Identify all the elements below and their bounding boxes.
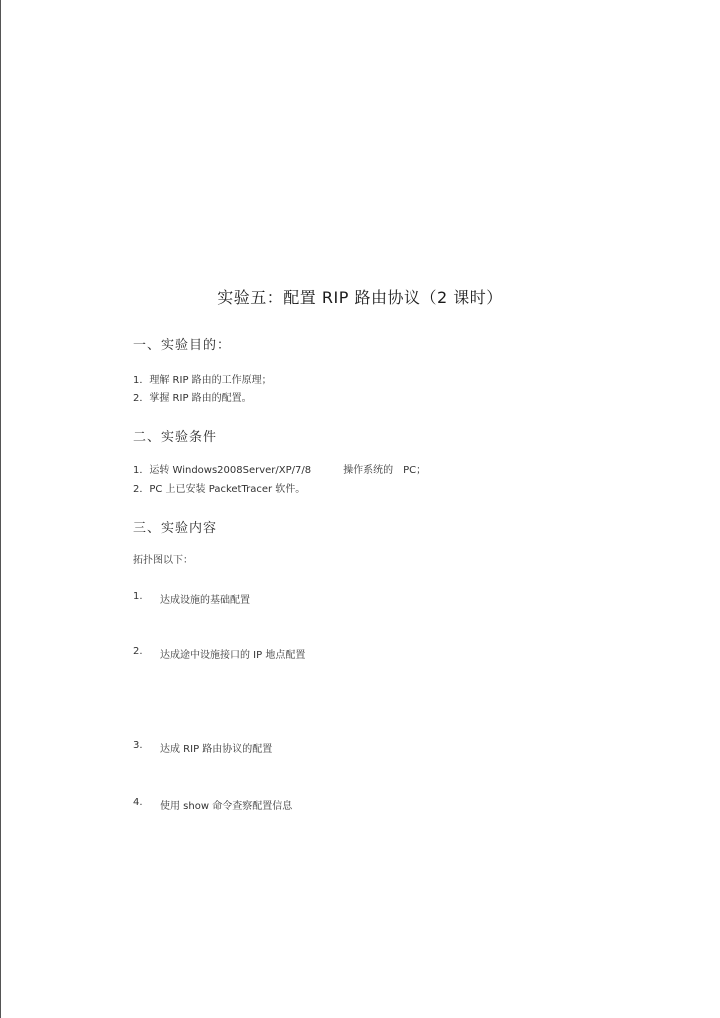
condition-item — [133, 461, 426, 476]
objective-item: 1．理解 RIP 路由的工作原理； — [133, 375, 272, 386]
step-number: 3. — [133, 740, 143, 751]
condition-item-os: 1．运转 Windows2008Server/XP/7/8 — [133, 465, 312, 476]
step-text: 达成 RIP 路由协议的配置 — [160, 744, 273, 755]
step-text: 达成设施的基础配置 — [160, 595, 250, 606]
step-number: 1. — [133, 591, 143, 602]
step-number: 2. — [133, 646, 143, 657]
topology-intro: 拓扑图以下： — [133, 555, 193, 566]
objective-item: 2．掌握 RIP 路由的配置。 — [133, 393, 252, 404]
condition-item: 2．PC 上已安装 PacketTracer 软件。 — [133, 484, 306, 495]
step-text: 达成途中设施接口的 IP 地点配置 — [160, 650, 306, 661]
section-heading-conditions: 二、实验条件 — [133, 430, 218, 445]
section-heading-objectives: 一、实验目的： — [133, 338, 232, 353]
document-title: 实验五：配置 RIP 路由协议（2 课时） — [217, 288, 503, 307]
step-text: 使用 show 命令查察配置信息 — [160, 801, 293, 812]
condition-item-pc: PC； — [403, 465, 427, 476]
page-edge — [0, 0, 1, 1018]
section-heading-content: 三、实验内容 — [133, 521, 218, 536]
step-number: 4. — [133, 797, 143, 808]
condition-item-os-suffix: 操作系统的 — [343, 465, 394, 476]
